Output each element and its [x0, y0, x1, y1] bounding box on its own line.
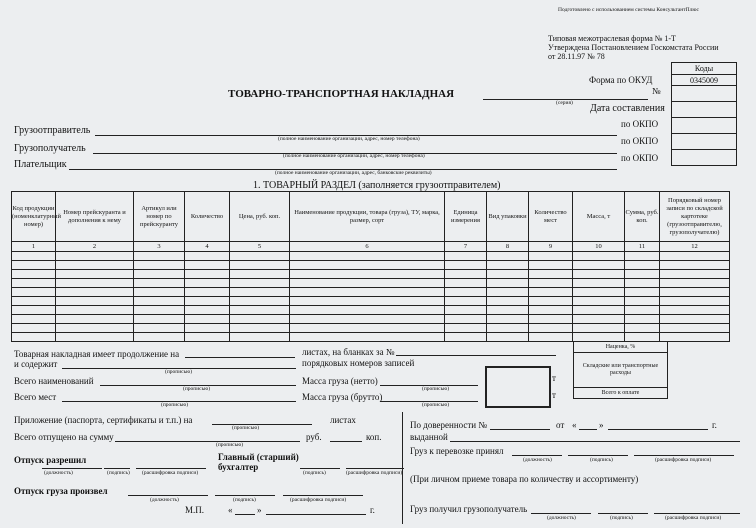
table-cell[interactable] — [12, 279, 56, 288]
warehouse-expenses-label: Складские или транспортные расходы — [574, 353, 668, 388]
col-number-4: 4 — [185, 242, 230, 252]
signature-hint-1: (подпись) — [107, 470, 130, 476]
position-hint-4: (должность) — [547, 515, 576, 521]
poa-year-label: г. — [712, 420, 717, 430]
table-cell[interactable] — [487, 261, 529, 270]
goods-body — [12, 252, 730, 342]
date-quote-close: » — [257, 505, 262, 515]
in-words-hint-5: (прописью) — [422, 402, 450, 408]
table-cell[interactable] — [230, 297, 290, 306]
payer-hint: (полное наименование организации, адрес, банковские реквизиты) — [275, 170, 432, 176]
table-cell[interactable] — [487, 315, 529, 324]
table-cell[interactable] — [625, 306, 660, 315]
col-header-5: Цена, руб. коп. — [230, 192, 290, 242]
table-cell[interactable] — [529, 279, 573, 288]
table-cell[interactable] — [230, 306, 290, 315]
table-cell[interactable] — [185, 297, 230, 306]
table-cell[interactable] — [12, 288, 56, 297]
poa-quote-close: » — [599, 420, 604, 430]
table-cell[interactable] — [660, 324, 730, 333]
table-cell[interactable] — [185, 315, 230, 324]
table-cell[interactable] — [12, 333, 56, 342]
table-cell[interactable] — [445, 324, 487, 333]
position-hint-2: (должность) — [150, 497, 179, 503]
poa-label: По доверенности № — [410, 420, 487, 430]
form-header-line3: от 28.11.97 № 78 — [548, 52, 605, 61]
series-hint: (серия) — [556, 100, 573, 106]
position-hint-1: (должность) — [44, 470, 73, 476]
release-allowed-label: Отпуск разрешил — [14, 455, 87, 465]
table-cell[interactable] — [625, 279, 660, 288]
goods-table — [11, 191, 730, 342]
col-number-11: 11 — [625, 242, 660, 252]
mass-box[interactable] — [485, 366, 551, 408]
payment-summary-table — [573, 341, 668, 399]
shipper-hint: (полное наименование организации, адрес, номер телефона) — [278, 136, 420, 142]
shipper-label: Грузоотправитель — [14, 125, 91, 136]
form-header-line2: Утверждена Постановлением Госкомстата России — [548, 43, 719, 52]
table-cell[interactable] — [445, 261, 487, 270]
table-cell[interactable] — [445, 333, 487, 342]
date-label: Дата составления — [590, 103, 665, 114]
okpo-payer-cell[interactable] — [672, 150, 737, 166]
table-row — [12, 288, 730, 297]
table-cell[interactable] — [625, 261, 660, 270]
table-cell[interactable] — [56, 261, 134, 270]
decode-hint-5: (расшифровка подписи) — [665, 515, 722, 521]
table-cell[interactable] — [487, 252, 529, 261]
table-cell[interactable] — [56, 324, 134, 333]
col-header-4: Количество — [185, 192, 230, 242]
table-cell[interactable] — [487, 297, 529, 306]
forms-number-field[interactable] — [396, 355, 556, 356]
decode-hint-1: (расшифровка подписи) — [142, 470, 199, 476]
table-cell[interactable] — [185, 333, 230, 342]
table-row — [12, 252, 730, 261]
sheets-on-forms-label: листах, на бланках за № — [302, 347, 395, 357]
table-cell[interactable] — [56, 297, 134, 306]
table-cell[interactable] — [573, 261, 625, 270]
issued-label: выданной — [410, 432, 448, 442]
table-cell[interactable] — [12, 297, 56, 306]
table-cell[interactable] — [290, 315, 445, 324]
table-cell[interactable] — [625, 297, 660, 306]
section1-title: 1. ТОВАРНЫЙ РАЗДЕЛ (заполняется грузоотправителем) — [253, 180, 501, 191]
table-cell[interactable] — [660, 279, 730, 288]
cargo-accepted-label: Груз к перевозке принял — [410, 446, 504, 456]
table-cell[interactable] — [290, 252, 445, 261]
col-number-1: 1 — [12, 242, 56, 252]
table-row — [12, 324, 730, 333]
released-sum-field[interactable] — [115, 441, 300, 442]
continuation-label: Товарная накладная имеет продолжение на — [14, 349, 180, 359]
released-sum-label: Всего отпущено на сумму — [14, 432, 114, 442]
signature-hint-3: (подпись) — [233, 497, 256, 503]
table-cell[interactable] — [529, 306, 573, 315]
decode-hint-4: (расшифровка подписи) — [655, 457, 712, 463]
col-header-12: Порядковый номер записи по складской картотеке (грузоотправителю, грузополучателю) — [660, 192, 730, 242]
table-cell[interactable] — [290, 270, 445, 279]
table-cell[interactable] — [625, 315, 660, 324]
signature-hint-5: (подпись) — [610, 515, 633, 521]
table-cell[interactable] — [529, 288, 573, 297]
codes-table — [671, 62, 737, 166]
table-cell[interactable] — [230, 270, 290, 279]
decode-hint-2: (расшифровка подписи) — [346, 470, 403, 476]
col-header-6: Наименование продукции, товара (груза), ТУ, марка, размер, сорт — [290, 192, 445, 242]
release-month-field[interactable] — [266, 514, 366, 515]
total-names-label: Всего наименований — [14, 376, 94, 386]
sheets-label: листах — [330, 415, 356, 425]
table-cell[interactable] — [445, 288, 487, 297]
table-cell[interactable] — [573, 297, 625, 306]
chief-accountant-decode-field[interactable] — [346, 468, 404, 469]
release-allowed-signature-field[interactable] — [104, 468, 130, 469]
col-number-3: 3 — [134, 242, 185, 252]
table-cell[interactable] — [134, 261, 185, 270]
poa-quote-open: « — [572, 420, 577, 430]
release-allowed-position-field[interactable] — [42, 468, 102, 469]
cargo-received-signature-field[interactable] — [598, 513, 648, 514]
table-cell[interactable] — [185, 324, 230, 333]
in-words-hint-4: (прописью) — [161, 402, 189, 408]
in-words-hint-7: (прописью) — [216, 442, 244, 448]
table-cell[interactable] — [529, 297, 573, 306]
okpo-label-1: по ОКПО — [621, 119, 659, 129]
in-words-hint-2: (прописью) — [183, 386, 211, 392]
col-number-6: 6 — [290, 242, 445, 252]
cargo-received-decode-field[interactable] — [654, 513, 740, 514]
cargo-accepted-position-field[interactable] — [512, 455, 562, 456]
table-cell[interactable] — [660, 261, 730, 270]
table-cell[interactable] — [56, 306, 134, 315]
table-cell[interactable] — [185, 252, 230, 261]
number-label: № — [652, 86, 661, 96]
col-header-8: Вид упаковки — [487, 192, 529, 242]
table-cell[interactable] — [660, 315, 730, 324]
table-cell[interactable] — [660, 297, 730, 306]
table-cell[interactable] — [573, 270, 625, 279]
table-cell[interactable] — [56, 279, 134, 288]
document-title: ТОВАРНО-ТРАНСПОРТНАЯ НАКЛАДНАЯ — [228, 88, 455, 100]
table-cell[interactable] — [134, 306, 185, 315]
release-allowed-decode-field[interactable] — [136, 468, 206, 469]
table-cell[interactable] — [185, 270, 230, 279]
issued-field[interactable] — [450, 441, 740, 442]
release-made-label: Отпуск груза произвел — [14, 486, 108, 496]
table-row — [12, 270, 730, 279]
table-cell[interactable] — [56, 252, 134, 261]
col-header-9: Количество мест — [529, 192, 573, 242]
col-number-5: 5 — [230, 242, 290, 252]
table-cell[interactable] — [487, 333, 529, 342]
col-number-7: 7 — [445, 242, 487, 252]
table-cell[interactable] — [573, 279, 625, 288]
position-hint-3: (должность) — [523, 457, 552, 463]
table-cell[interactable] — [445, 270, 487, 279]
footer-divider — [402, 412, 403, 524]
table-cell[interactable] — [290, 324, 445, 333]
table-cell[interactable] — [290, 297, 445, 306]
table-cell[interactable] — [134, 288, 185, 297]
table-cell[interactable] — [230, 333, 290, 342]
form-header-line1: Типовая межотраслевая форма № 1-Т — [548, 34, 676, 43]
table-cell[interactable] — [12, 261, 56, 270]
payer-label: Плательщик — [14, 159, 67, 170]
table-cell[interactable] — [660, 252, 730, 261]
and-contains-label: и содержит — [14, 359, 58, 369]
rub-label: руб. — [306, 432, 322, 442]
table-cell[interactable] — [230, 324, 290, 333]
table-cell[interactable] — [660, 288, 730, 297]
table-cell[interactable] — [12, 252, 56, 261]
kop-label: коп. — [366, 432, 382, 442]
col-header-2: Номер прейскуранта и дополнения к нему — [56, 192, 134, 242]
table-cell[interactable] — [230, 261, 290, 270]
decode-hint-3: (расшифровка подписи) — [290, 497, 347, 503]
col-header-10: Масса, т — [573, 192, 625, 242]
table-cell[interactable] — [487, 288, 529, 297]
table-cell[interactable] — [12, 324, 56, 333]
table-cell[interactable] — [487, 279, 529, 288]
okpo-label-3: по ОКПО — [621, 153, 659, 163]
table-cell[interactable] — [573, 288, 625, 297]
col-number-12: 12 — [660, 242, 730, 252]
table-cell[interactable] — [573, 315, 625, 324]
table-cell[interactable] — [487, 306, 529, 315]
table-cell[interactable] — [487, 324, 529, 333]
stamp-label: М.П. — [185, 505, 205, 515]
table-cell[interactable] — [134, 333, 185, 342]
table-cell[interactable] — [134, 270, 185, 279]
okpo-label-2: по ОКПО — [621, 136, 659, 146]
table-row — [12, 261, 730, 270]
col-header-7: Единица измерения — [445, 192, 487, 242]
cargo-received-label: Груз получил грузополучатель — [410, 504, 528, 514]
mass-net-unit: т — [552, 373, 556, 383]
table-cell[interactable] — [290, 288, 445, 297]
cargo-received-position-field[interactable] — [531, 513, 591, 514]
table-cell[interactable] — [290, 306, 445, 315]
mass-gross-unit: т — [552, 390, 556, 400]
table-cell[interactable] — [625, 288, 660, 297]
cargo-accepted-decode-field[interactable] — [634, 455, 734, 456]
table-cell[interactable] — [56, 288, 134, 297]
table-cell[interactable] — [230, 288, 290, 297]
col-header-3: Артикул или номер по прейскуранту — [134, 192, 185, 242]
table-row — [12, 306, 730, 315]
number-cell[interactable] — [672, 86, 737, 102]
total-places-label: Всего мест — [14, 392, 57, 402]
table-cell[interactable] — [529, 315, 573, 324]
table-cell[interactable] — [529, 261, 573, 270]
consignee-label: Грузополучатель — [14, 143, 86, 154]
poa-day-field[interactable] — [579, 429, 597, 430]
mass-net-label: Масса груза (нетто) — [302, 376, 378, 386]
table-cell[interactable] — [185, 288, 230, 297]
table-cell[interactable] — [185, 261, 230, 270]
table-cell[interactable] — [625, 252, 660, 261]
table-cell[interactable] — [529, 324, 573, 333]
table-cell[interactable] — [625, 324, 660, 333]
table-cell[interactable] — [573, 324, 625, 333]
chief-accountant-label: Главный (старший) бухгалтер — [218, 452, 299, 472]
personal-acceptance-label: (При личном приеме товара по количеству и ассортименту) — [410, 474, 639, 484]
table-cell[interactable] — [445, 297, 487, 306]
attachment-sheets-field[interactable] — [212, 424, 312, 425]
col-header-11: Сумма, руб. коп. — [625, 192, 660, 242]
table-cell[interactable] — [445, 315, 487, 324]
table-cell[interactable] — [185, 306, 230, 315]
table-cell[interactable] — [230, 252, 290, 261]
table-cell[interactable] — [185, 279, 230, 288]
table-cell[interactable] — [56, 333, 134, 342]
table-cell[interactable] — [529, 270, 573, 279]
table-cell[interactable] — [573, 306, 625, 315]
col-number-2: 2 — [56, 242, 134, 252]
release-made-signature-field[interactable] — [215, 495, 275, 496]
table-cell[interactable] — [134, 315, 185, 324]
table-cell[interactable] — [660, 270, 730, 279]
date-quote-open: « — [228, 505, 233, 515]
okud-value[interactable]: 0345009 — [672, 75, 737, 86]
consignee-hint: (полное наименование организации, адрес, номер телефона) — [283, 153, 425, 159]
release-day-field[interactable] — [235, 514, 255, 515]
okpo-consignee-cell[interactable] — [672, 134, 737, 150]
kop-field[interactable] — [330, 441, 362, 442]
table-cell[interactable] — [660, 333, 730, 342]
chief-accountant-signature-field[interactable] — [300, 468, 340, 469]
table-cell[interactable] — [445, 306, 487, 315]
table-row — [12, 279, 730, 288]
mass-gross-label: Масса груза (брутто) — [302, 392, 383, 402]
form-header — [548, 34, 719, 61]
table-cell[interactable] — [625, 270, 660, 279]
signature-hint-2: (подпись) — [303, 470, 326, 476]
total-to-pay-label: Всего к оплате — [574, 388, 668, 399]
cargo-accepted-signature-field[interactable] — [568, 455, 628, 456]
col-number-8: 8 — [487, 242, 529, 252]
table-cell[interactable] — [12, 270, 56, 279]
table-cell[interactable] — [529, 333, 573, 342]
table-cell[interactable] — [487, 270, 529, 279]
col-number-9: 9 — [529, 242, 573, 252]
poa-number-field[interactable] — [490, 429, 550, 430]
release-year-label: г. — [370, 505, 375, 515]
release-made-position-field[interactable] — [128, 495, 208, 496]
attachment-label: Приложение (паспорта, сертификаты и т.п.) на — [14, 415, 193, 425]
table-cell[interactable] — [56, 270, 134, 279]
table-cell[interactable] — [290, 279, 445, 288]
table-cell[interactable] — [529, 252, 573, 261]
table-cell[interactable] — [134, 297, 185, 306]
table-cell[interactable] — [230, 315, 290, 324]
table-cell[interactable] — [290, 261, 445, 270]
serial-numbers-label: порядковых номеров записей — [302, 358, 415, 368]
okpo-shipper-cell[interactable] — [672, 118, 737, 134]
table-cell[interactable] — [230, 279, 290, 288]
table-row — [12, 315, 730, 324]
table-row — [12, 297, 730, 306]
table-cell[interactable] — [134, 324, 185, 333]
consultant-note: Подготовлено с использованием системы КонсультантПлюс — [558, 7, 699, 13]
table-cell[interactable] — [56, 315, 134, 324]
table-cell[interactable] — [445, 252, 487, 261]
table-cell[interactable] — [134, 279, 185, 288]
markup-label: Наценка, % — [574, 342, 668, 353]
in-words-hint-1: (прописью) — [165, 369, 193, 375]
col-number-10: 10 — [573, 242, 625, 252]
table-cell[interactable] — [12, 315, 56, 324]
okud-label: Форма по ОКУД — [589, 75, 653, 85]
poa-from-label: от — [556, 420, 565, 430]
table-cell[interactable] — [134, 252, 185, 261]
table-cell[interactable] — [12, 306, 56, 315]
date-cell[interactable] — [672, 102, 737, 118]
in-words-hint-3: (прописью) — [422, 386, 450, 392]
col-header-1: Код продукции (номенклатурный номер) — [12, 192, 56, 242]
continuation-sheets-field[interactable] — [185, 357, 295, 358]
table-cell[interactable] — [573, 252, 625, 261]
table-cell[interactable] — [445, 279, 487, 288]
poa-month-field[interactable] — [608, 429, 708, 430]
release-made-decode-field[interactable] — [283, 495, 363, 496]
table-cell[interactable] — [660, 306, 730, 315]
signature-hint-4: (подпись) — [590, 457, 613, 463]
table-cell[interactable] — [290, 333, 445, 342]
codes-header: Коды — [672, 63, 737, 75]
in-words-hint-6: (прописью) — [232, 425, 260, 431]
